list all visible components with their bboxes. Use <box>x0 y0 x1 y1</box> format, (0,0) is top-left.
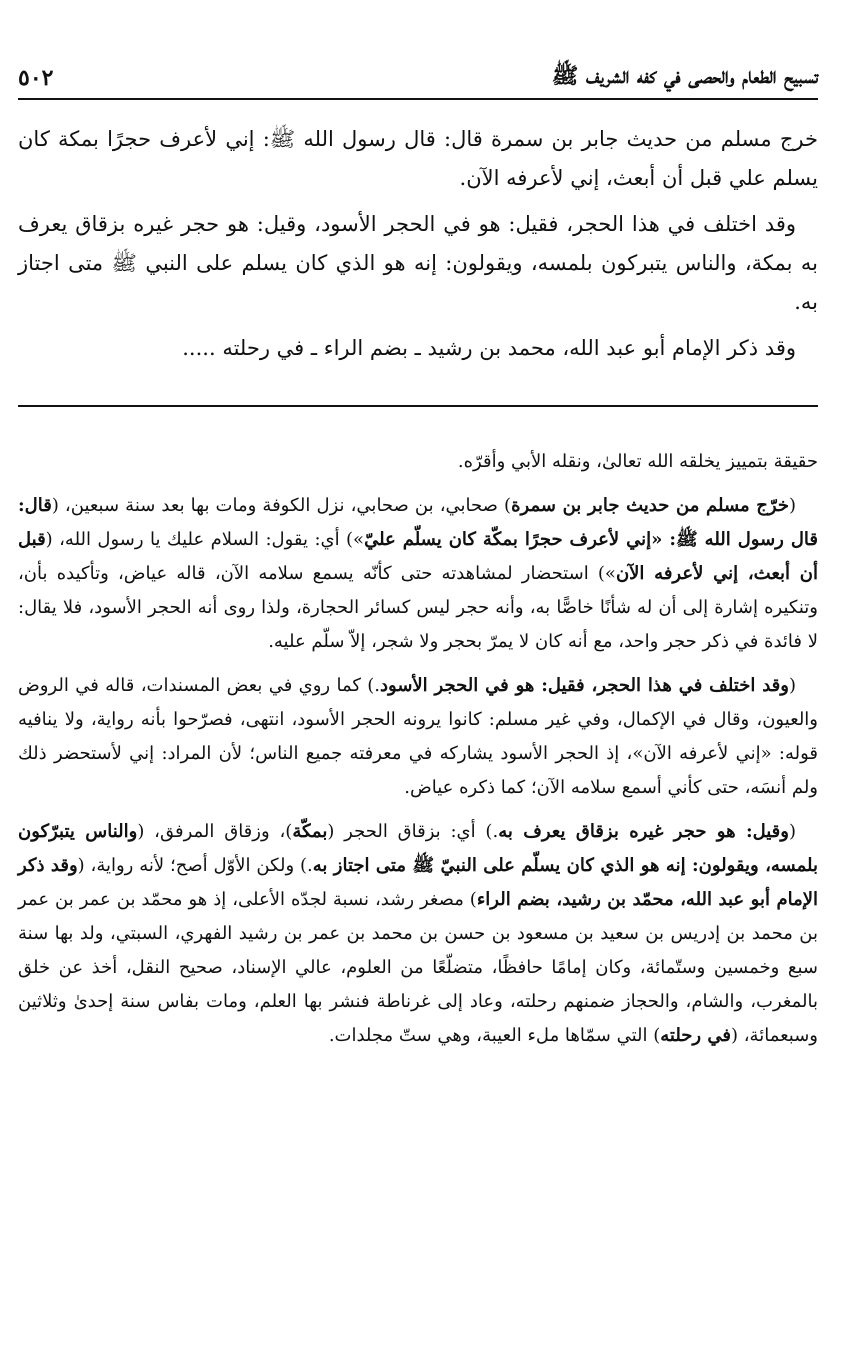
commentary-run: ) مصغر رشد، نسبة لجدّه الأعلى، إذ هو محمّد بن عمر بن عمر بن محمد بن إدريس بن سعيد بن مسعود بن حسن بن محمد بن عمر بن رشيد الفهري، السبتي، ولد بها سنة سبع وخمسين وستّمائة، وكان إمامًا حافظًا، متضلّعًا من العلوم، عالي الإسناد، صحيح النقل، أخذ عن خلق بالمغرب، والشام، والحجاز ضمنهم رحلته، وعاد إلى غرناطة فنشر بها العلم، ومات بفاس سنة إحدىٰ وثلاثين وسبعمائة، ( <box>18 889 818 1046</box>
commentary-run: ) صحابي، بن صحابي، نزل الكوفة ومات بها بعد سنة سبعين، ( <box>51 495 512 516</box>
sharh-paragraph <box>18 669 818 805</box>
quoted-matn-run: وقيل: هو حجر غيره بزقاق يعرف به <box>498 821 789 842</box>
quoted-matn-run: في رحلته <box>660 1025 731 1046</box>
sharh-paragraph <box>18 489 818 659</box>
commentary-run: .) أي: بزقاق الحجر ( <box>327 821 499 842</box>
commentary-run: ») أي: يقول: السلام عليك يا رسول الله، ( <box>45 529 365 550</box>
commentary-run: .) ولكن الأوّل أصح؛ لأنه رواية، ( <box>77 855 313 876</box>
continuation-dots: ..... <box>182 336 216 360</box>
page-header <box>18 58 818 100</box>
quoted-matn-run: وقد ذكر الإمام أبو عبد الله، محمّد بن رشيد، بضم الراء <box>18 855 818 910</box>
commentary-run: ( <box>788 495 796 516</box>
commentary-run: )، وزقاق المرفق، ( <box>137 821 293 842</box>
matn-paragraph: وقد اختلف في هذا الحجر، فقيل: هو في الحجر الأسود، وقيل: هو حجر غيره بزقاق يعرف به بمكة، والناس يتبركون بلمسه، ويقولون: إنه هو الذي كان يسلم على النبي ﷺ متى اجتاز به. <box>18 212 818 314</box>
commentary-run: ( <box>788 821 796 842</box>
commentary-run: ») استحضار لمشاهدته حتى كأنّه يسمع سلامه الآن، قاله عياض، وتأكيده بأن، وتنكيره إشارة إلى أن له شأنًا خاصًّا به، وأنه حجر ليس كسائر الحجارة، ولذا روى أنه الحجر الأسود، فلا يقال: لا فائدة في ذكر حجر واحد، مع أنه كان لا يمرّ بحجر ولا شجر، إلاّ سلّم عليه. <box>18 563 818 652</box>
quoted-matn-run: قبل أن أبعث، إني لأعرفه الآن <box>18 529 818 584</box>
sharh-paragraph <box>18 815 818 1053</box>
commentary-run: ( <box>788 675 796 696</box>
sharh-paragraph: حقيقة بتمييز يخلقه الله تعالىٰ، ونقله الأبي وأقرّه. <box>457 451 818 472</box>
section-divider <box>18 405 818 407</box>
matn-text <box>18 120 818 375</box>
matn-paragraph-text: وقد ذكر الإمام أبو عبد الله، محمد بن رشيد ـ بضم الراء ـ في رحلته <box>222 336 796 360</box>
quoted-matn-run: بمكّة <box>292 821 328 842</box>
quoted-matn-run: وقد اختلف في هذا الحجر، فقيل: هو في الحجر الأسود <box>380 675 789 696</box>
quoted-matn-run: خرّج مسلم من حديث جابر بن سمرة <box>511 495 789 516</box>
sharh-commentary <box>18 445 818 1063</box>
quoted-matn-run: والناس يتبرّكون بلمسه، ويقولون: إنه هو الذي كان يسلّم على النبيّ ﷺ متى اجتاز به <box>18 821 818 876</box>
matn-paragraph: خرج مسلم من حديث جابر بن سمرة قال: قال رسول الله ﷺ: إني لأعرف حجرًا بمكة كان يسلم علي قبل أن أبعث، إني لأعرفه الآن. <box>18 127 818 190</box>
commentary-run: .) كما روي في بعض المسندات، قاله في الروض والعيون، وقال في الإكمال، وفي غير مسلم: كانوا يرونه الحجر الأسود، انتهى، فصرّحوا بأنه رواية، ولا ينافيه قوله: «إني لأعرفه الآن»، إذ الحجر الأسود يشاركه في معرفته جميع الناس؛ لأن المراد: إني لأستحضر ذلك ولم أنسَه، حتى كأني أسمع سلامه الآن؛ كما ذكره عياض. <box>18 675 818 798</box>
book-page <box>18 0 818 1363</box>
quoted-matn-run: قال: قال رسول الله ﷺ: «إني لأعرف حجرًا بمكّة كان يسلّم عليّ <box>18 495 819 550</box>
page-number: ٥٠٢ <box>18 65 54 91</box>
commentary-run: ) التي سمّاها ملء العيبة، وهي ستّ مجلدات. <box>328 1025 661 1046</box>
running-title: تسبيح الطعام والحصى في كفه الشريف ﷺ <box>551 63 818 89</box>
matn-paragraph <box>18 329 818 368</box>
